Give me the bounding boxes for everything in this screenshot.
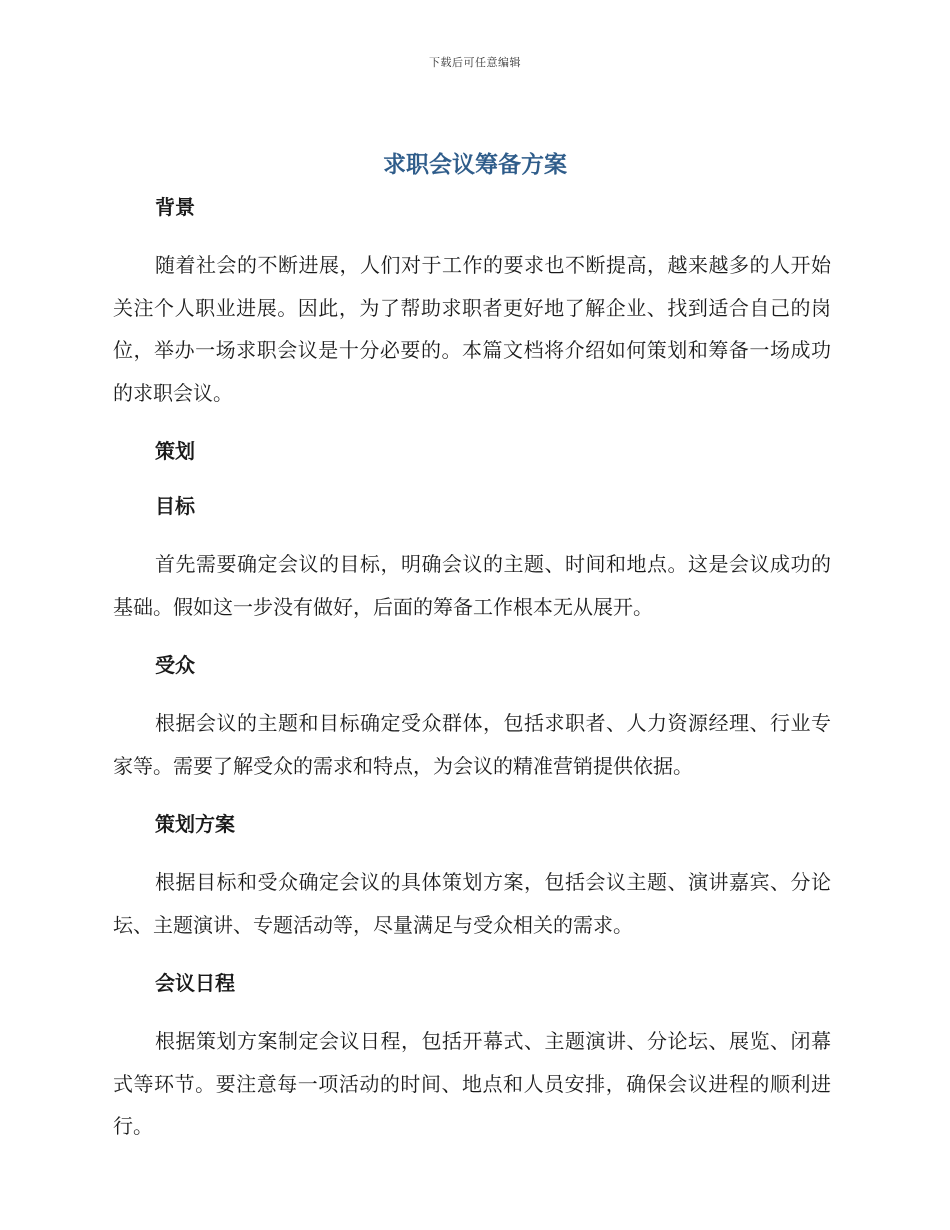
header-note: 下载后可任意编辑 xyxy=(429,56,521,69)
document-title: 求职会议筹备方案 xyxy=(383,152,567,178)
section-heading-background: 背景 xyxy=(155,195,195,219)
section-heading-goal: 目标 xyxy=(155,494,195,518)
section-text-goal: 首先需要确定会议的目标，明确会议的主题、时间和地点。这是会议成功的基础。假如这一步没有做好，后面的筹备工作根本无从展开。 xyxy=(113,552,831,619)
section-text-schedule: 根据策划方案制定会议日程，包括开幕式、主题演讲、分论坛、展览、闭幕式等环节。要注意每一项活动的时间、地点和人员安排，确保会议进程的顺利进行。 xyxy=(113,1029,831,1138)
section-text-plan-scheme: 根据目标和受众确定会议的具体策划方案，包括会议主题、演讲嘉宾、分论坛、主题演讲、专题活动等，尽量满足与受众相关的需求。 xyxy=(113,870,831,937)
section-heading-planning: 策划 xyxy=(155,439,195,463)
section-text-audience: 根据会议的主题和目标确定受众群体，包括求职者、人力资源经理、行业专家等。需要了解受众的需求和特点，为会议的精准营销提供依据。 xyxy=(113,711,831,778)
section-heading-audience: 受众 xyxy=(155,653,195,677)
section-heading-plan-scheme: 策划方案 xyxy=(155,812,235,836)
document-body xyxy=(113,190,831,1148)
section-heading-schedule: 会议日程 xyxy=(155,971,235,995)
section-text-background: 随着社会的不断进展，人们对于工作的要求也不断提高，越来越多的人开始关注个人职业进展。因此，为了帮助求职者更好地了解企业、找到适合自己的岗位，举办一场求职会议是十分必要的。本篇文档将介绍如何策划和筹备一场成功的求职会议。 xyxy=(113,253,831,405)
